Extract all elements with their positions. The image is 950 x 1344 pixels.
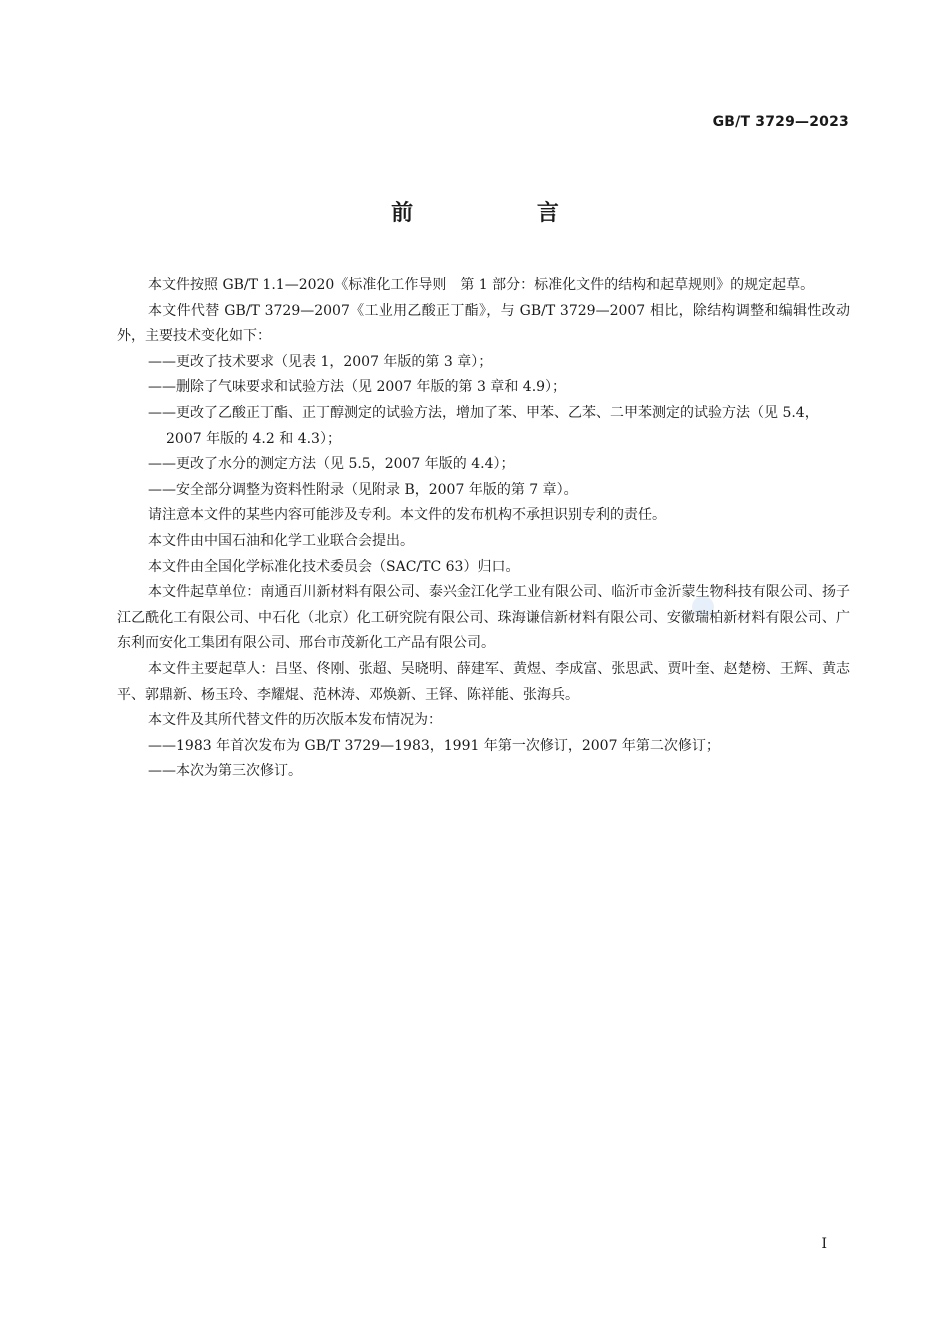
page-title: 前 言 bbox=[391, 201, 617, 226]
paragraph-drafting-units: 本文件起草单位：南通百川新材料有限公司、泰兴金江化学工业有限公司、临沂市金沂蒙生物科技有限公司、扬子江乙酰化工有限公司、中石化（北京）化工研究院有限公司、珠海谦信新材料有限公司、安徽瑞柏新材料有限公司、广东利而安化工集团有限公司、邢台市茂新化工产品有限公司。 bbox=[117, 584, 850, 652]
paragraph-history-intro: 本文件及其所代替文件的历次版本发布情况为： bbox=[148, 712, 442, 729]
paragraph-patent-notice: 请注意本文件的某些内容可能涉及专利。本文件的发布机构不承担识别专利的责任。 bbox=[148, 507, 666, 524]
change-item: ——更改了水分的测定方法（见 5.5，2007 年版的 4.4）； bbox=[148, 456, 515, 473]
paragraph-drafters: 本文件主要起草人：吕坚、佟刚、张超、吴晓明、薛建军、黄煜、李成富、张思武、贾叶奎、赵楚榜、王辉、黄志平、郭鼎新、杨玉玲、李耀焜、范林涛、邓焕新、王铎、陈祥能、张海兵。 bbox=[117, 660, 850, 703]
change-item: ——更改了乙酸正丁酯、正丁醇测定的试验方法，增加了苯、甲苯、乙苯、二甲苯测定的试验方法（见 5.4，2007 年版的 4.2 和 4.3）； bbox=[148, 404, 819, 447]
standard-code: GB/T 3729—2023 bbox=[712, 114, 849, 130]
paragraph-replacement: 本文件代替 GB/T 3729—2007《工业用乙酸正丁酯》，与 GB/T 3729—2007 相比，除结构调整和编辑性改动外，主要技术变化如下： bbox=[117, 302, 850, 345]
paragraph-proposer: 本文件由中国石油和化学工业联合会提出。 bbox=[148, 532, 414, 549]
history-item: ——1983 年首次发布为 GB/T 3729—1983，1991 年第一次修订，2007 年第二次修订； bbox=[148, 737, 720, 754]
change-item: ——更改了技术要求（见表 1，2007 年版的第 3 章）； bbox=[148, 353, 493, 370]
foreword-body bbox=[117, 273, 850, 785]
history-item: ——本次为第三次修订。 bbox=[148, 763, 302, 780]
paragraph-committee: 本文件由全国化学标准化技术委员会（SAC/TC 63）归口。 bbox=[148, 558, 520, 575]
page-number: I bbox=[821, 1236, 827, 1252]
change-item: ——安全部分调整为资料性附录（见附录 B，2007 年版的第 7 章）。 bbox=[148, 481, 578, 498]
paragraph-drafting-basis: 本文件按照 GB/T 1.1—2020《标准化工作导则 第 1 部分：标准化文件的结构和起草规则》的规定起草。 bbox=[148, 277, 815, 293]
change-item: ——删除了气味要求和试验方法（见 2007 年版的第 3 章和 4.9）； bbox=[148, 379, 567, 396]
